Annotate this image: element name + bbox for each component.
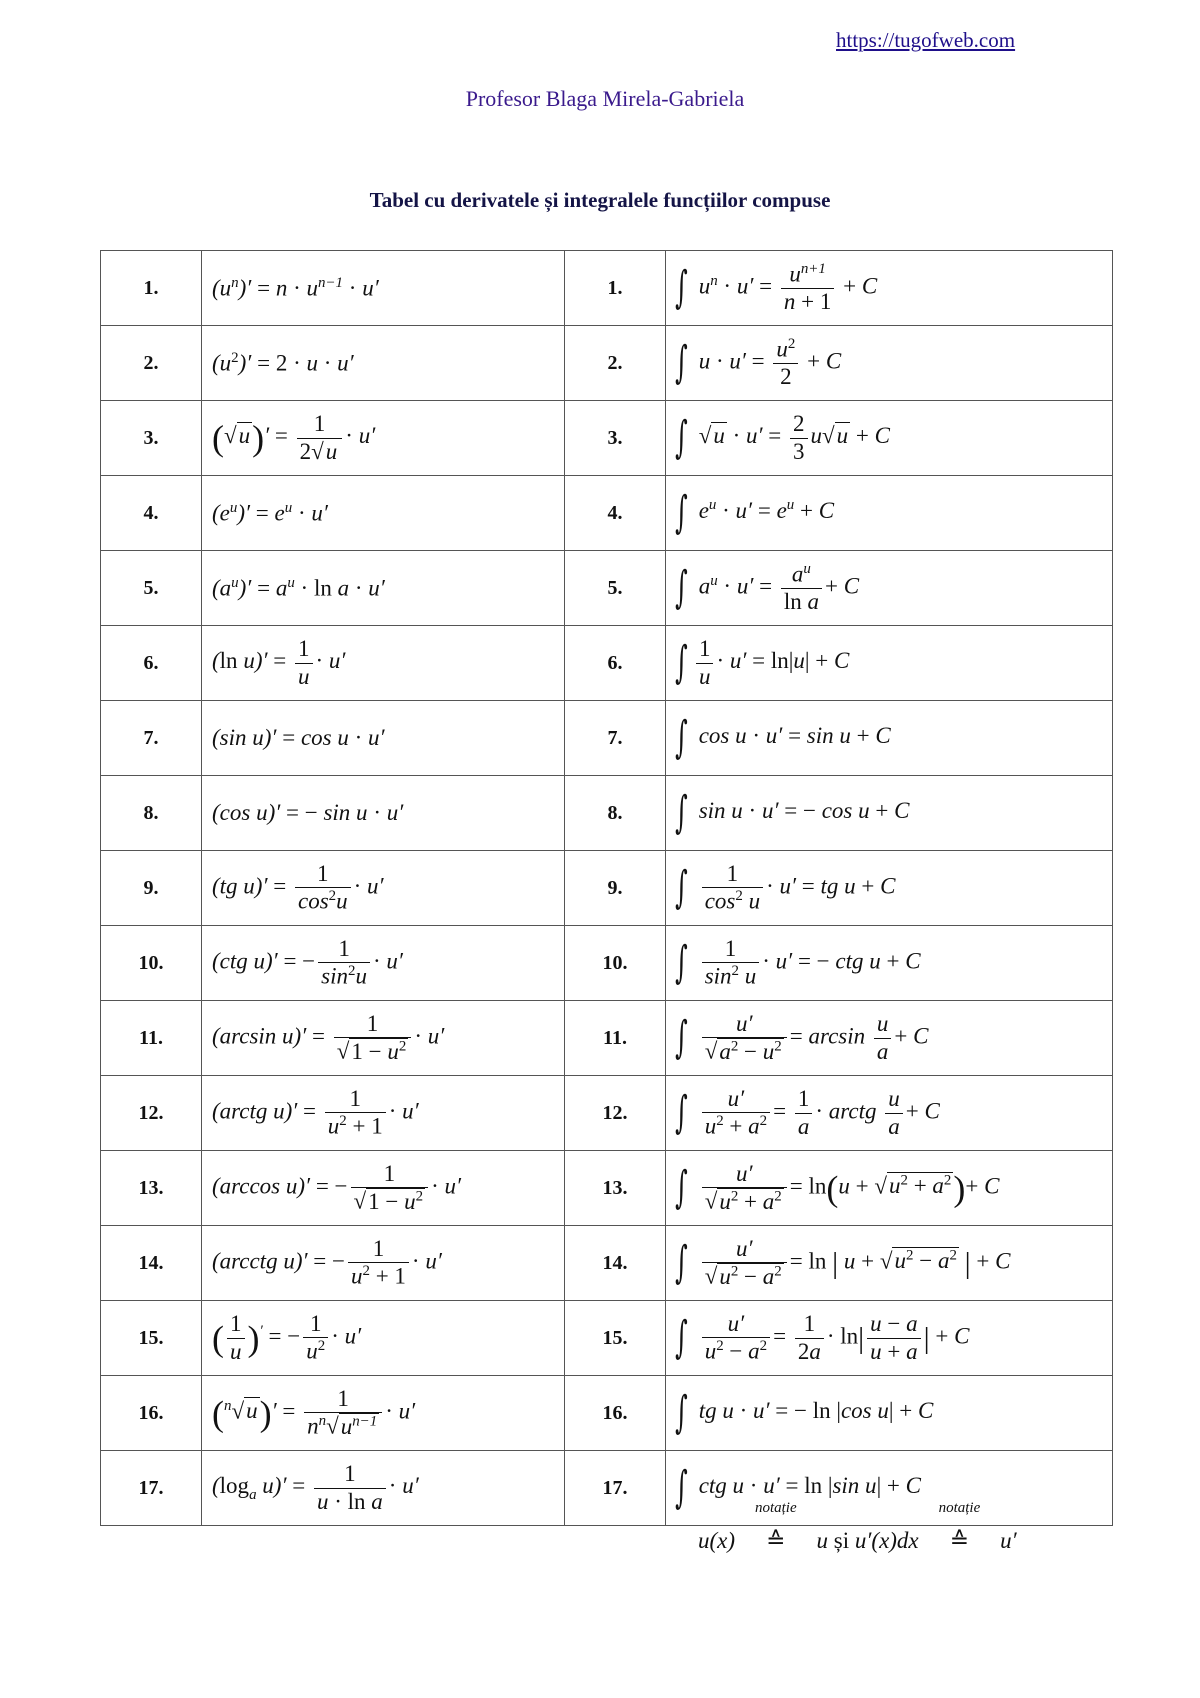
integral-formula: ∫ cos u · u′ = sin u + C <box>666 701 1113 776</box>
row-number: 3. <box>101 401 202 476</box>
page-title: Tabel cu derivatele și integralele funcțiilor compuse <box>369 188 831 212</box>
integral-formula: ∫ √u · u′ = $\frac{2}{3}$ u√u + C <box>666 401 1113 476</box>
integral-formula: ∫ $a^u \cdot u'$ = $\frac{a^u}{\text{ln a}}$ + C <box>666 551 1113 626</box>
row-number: 6. <box>101 626 202 701</box>
integral-formula: ∫ $u^n \cdot u'$ = $\frac{u^{n+1}}{n + 1}$ + C <box>666 251 1113 326</box>
derivative-formula: (√u)′ = $\frac{1}{2√u}$ · u′ <box>202 401 565 476</box>
derivative-formula: ($\log_a$ u)′ = $\frac{1}{\text{u · ln a}}$ · u′ <box>202 1451 565 1526</box>
table-row <box>101 401 1113 476</box>
notation-and: și <box>833 1528 850 1553</box>
row-number: 14. <box>101 1226 202 1301</box>
table-row <box>101 251 1113 326</box>
integral-formula: ∫ tg u · u′ = − ln |cos u| + C <box>666 1376 1113 1451</box>
formula-table <box>100 250 1113 1526</box>
row-number: 10. <box>565 926 666 1001</box>
notation-u-of-x: u(x) <box>698 1528 736 1553</box>
derivative-formula: (ln u)′ = $\frac{1}{u}$ · u′ <box>202 626 565 701</box>
table-row <box>101 1076 1113 1151</box>
row-number: 4. <box>565 476 666 551</box>
row-number: 15. <box>101 1301 202 1376</box>
derivative-formula: $(u^n)' = n \cdot u^{n-1} \cdot u'$ <box>202 251 565 326</box>
integral-formula: ∫ $e^u \cdot u' = e^u + C$ <box>666 476 1113 551</box>
integral-formula: ∫ $\frac{u'}{u^2 - a^2}$ = $\frac{1}{2a}$ · ln| $\frac{u - a}{u + a}$ | + C <box>666 1301 1113 1376</box>
notation-equals: notație ≙ <box>924 1528 994 1554</box>
notation-label: notație <box>938 1500 981 1516</box>
table-row <box>101 326 1113 401</box>
row-number: 1. <box>565 251 666 326</box>
table-row <box>101 926 1113 1001</box>
row-number: 11. <box>565 1001 666 1076</box>
source-link[interactable]: https://tugofweb.com <box>836 28 1016 52</box>
derivative-formula: (arccos u)′ = − $\frac{1}{√1 - u^2}$ · u′ <box>202 1151 565 1226</box>
row-number: 10. <box>101 926 202 1001</box>
row-number: 8. <box>565 776 666 851</box>
notation-uprime: u′ <box>1000 1528 1017 1553</box>
row-number: 12. <box>101 1076 202 1151</box>
integral-formula: ∫ $\frac{1}{\sin^2 u}$ · u′ = − ctg u + C <box>666 926 1113 1001</box>
derivative-formula: (cos u)′ = − sin u · u′ <box>202 776 565 851</box>
row-number: 16. <box>565 1376 666 1451</box>
integral-formula: ∫ $\frac{u'}{√u^2 + a^2}$ = $\ln(u + √u^2 + a^2)+ C$ <box>666 1151 1113 1226</box>
row-number: 14. <box>565 1226 666 1301</box>
row-number: 11. <box>101 1001 202 1076</box>
integral-formula: ∫ $\frac{1}{u}$ · u′ = ln|u| + C <box>666 626 1113 701</box>
row-number: 7. <box>101 701 202 776</box>
integral-formula: ∫ ctg u · u′ = ln |sin u| + C <box>666 1451 1113 1526</box>
table-row <box>101 1301 1113 1376</box>
table-row <box>101 1226 1113 1301</box>
row-number: 15. <box>565 1301 666 1376</box>
row-number: 12. <box>565 1076 666 1151</box>
table-row <box>101 476 1113 551</box>
table-row <box>101 1001 1113 1076</box>
integral-formula: ∫ $\frac{u'}{√u^2 - a^2}$ = ln | $u + √u^2 - a^2$ | + C <box>666 1226 1113 1301</box>
row-number: 17. <box>101 1451 202 1526</box>
notation-equals: notație ≙ <box>741 1528 811 1554</box>
integral-formula: ∫ $\frac{u'}{√a^2 - u^2}$ = arcsin $\frac{u}{a}$ + C <box>666 1001 1113 1076</box>
notation-label: notație <box>754 1500 797 1516</box>
row-number: 9. <box>101 851 202 926</box>
derivative-formula: (arcsin u)′ = $\frac{1}{√1 - u^2}$ · u′ <box>202 1001 565 1076</box>
derivative-formula: (arcctg u)′ = − $\frac{1}{u^2 + 1}$ · u′ <box>202 1226 565 1301</box>
row-number: 3. <box>565 401 666 476</box>
table-row <box>101 776 1113 851</box>
row-number: 16. <box>101 1376 202 1451</box>
table-row <box>101 851 1113 926</box>
row-number: 2. <box>565 326 666 401</box>
integral-formula: ∫ $\frac{u'}{u^2 + a^2}$ = $\frac{1}{a}$ · arctg $\frac{u}{a}$ + C <box>666 1076 1113 1151</box>
row-number: 13. <box>101 1151 202 1226</box>
derivative-formula: $(u^2)' = 2 \cdot u \cdot u'$ <box>202 326 565 401</box>
integral-formula: ∫ $\frac{1}{\cos^2 u}$ · u′ = tg u + C <box>666 851 1113 926</box>
row-number: 5. <box>565 551 666 626</box>
row-number: 6. <box>565 626 666 701</box>
table-row <box>101 1376 1113 1451</box>
derivative-formula: (tg u)′ = $\frac{1}{\cos^2u}$ · u′ <box>202 851 565 926</box>
row-number: 9. <box>565 851 666 926</box>
row-number: 4. <box>101 476 202 551</box>
table-row <box>101 1151 1113 1226</box>
author-line: Profesor Blaga Mirela-Gabriela <box>465 86 745 111</box>
table-row <box>101 626 1113 701</box>
row-number: 8. <box>101 776 202 851</box>
table-row <box>101 701 1113 776</box>
row-number: 5. <box>101 551 202 626</box>
row-number: 2. <box>101 326 202 401</box>
integral-formula: ∫ u · u′ = $\frac{u^2}{2}$ + C <box>666 326 1113 401</box>
notation-u: u <box>816 1528 829 1553</box>
row-number: 13. <box>565 1151 666 1226</box>
notation-uprime-dx: u′(x)dx <box>854 1528 919 1553</box>
derivative-formula: (arctg u)′ = $\frac{1}{u^2 + 1}$ · u′ <box>202 1076 565 1151</box>
derivative-formula: $(e^u)' = e^u \cdot u'$ <box>202 476 565 551</box>
table-row <box>101 551 1113 626</box>
row-number: 17. <box>565 1451 666 1526</box>
derivative-formula: $(a^u)' = a^u \cdot \ln a \cdot u'$ <box>202 551 565 626</box>
derivative-formula: ($^n$√u)′ = $\frac{1}{n^n√u^{n-1}}$ · u′ <box>202 1376 565 1451</box>
notation-footnote <box>698 1500 1017 1554</box>
derivative-formula: (ctg u)′ = − $\frac{1}{\sin^2u}$ · u′ <box>202 926 565 1001</box>
row-number: 1. <box>101 251 202 326</box>
derivative-formula: (sin u)′ = cos u · u′ <box>202 701 565 776</box>
derivative-formula: ( $\frac{1}{u}$ )′ = − $\frac{1}{u^2}$ · u′ <box>202 1301 565 1376</box>
row-number: 7. <box>565 701 666 776</box>
integral-formula: ∫ sin u · u′ = − cos u + C <box>666 776 1113 851</box>
